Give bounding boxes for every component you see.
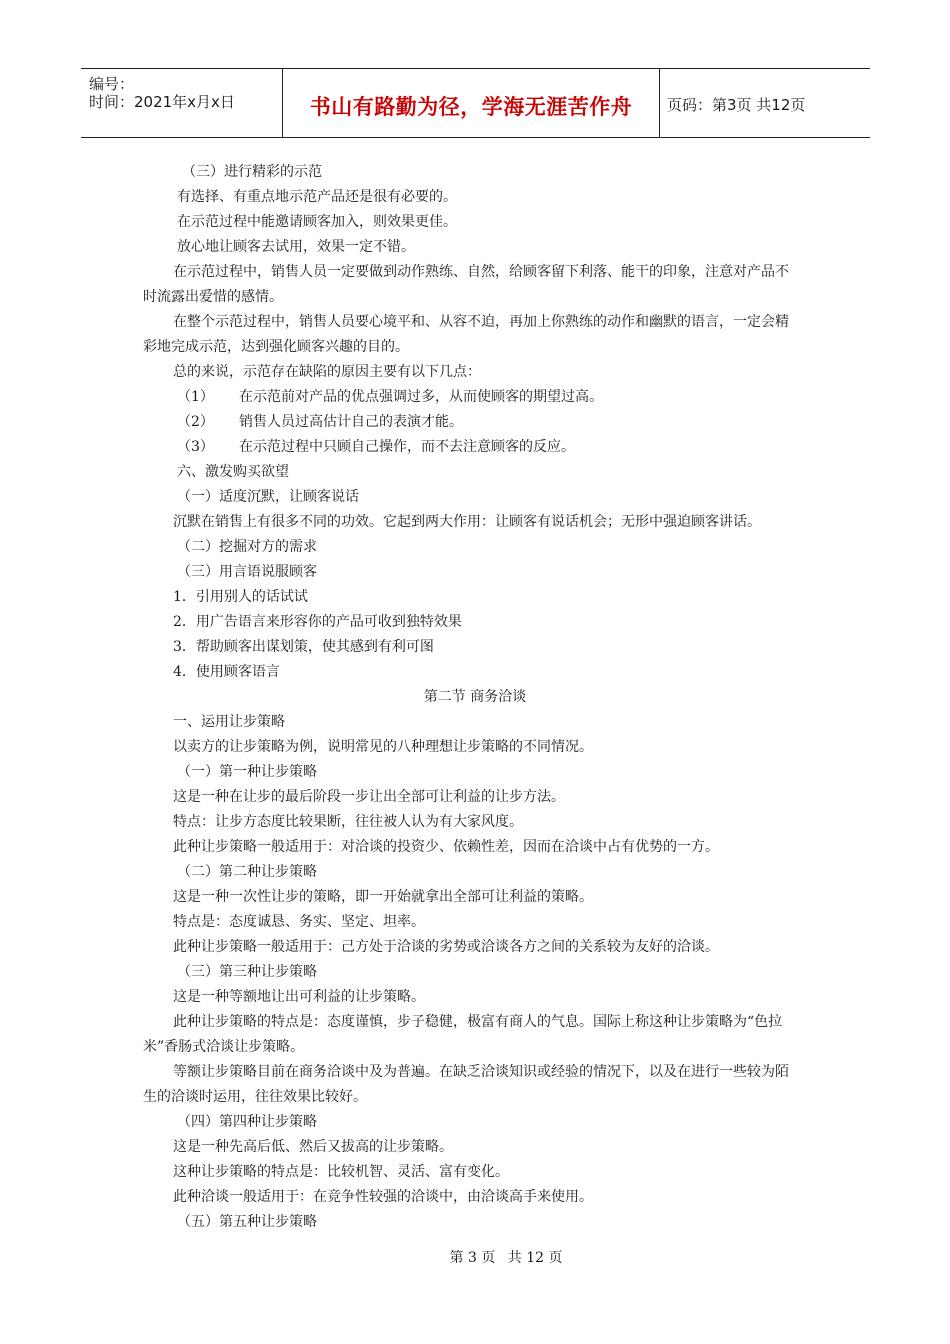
- text-line: 米”香肠式洽谈让步策略。: [143, 1039, 305, 1055]
- item-number: （2）: [177, 414, 214, 430]
- header-left-cell: [81, 69, 283, 137]
- text-line: 这是一种一次性让步的策略，即一开始就拿出全部可让利益的策略。: [173, 889, 593, 905]
- text-line: 这种让步策略的特点是：比较机智、灵活、富有变化。: [173, 1164, 509, 1180]
- footer-page: 第 3 页: [449, 1250, 496, 1266]
- page-footer: [0, 1247, 950, 1267]
- text-line: （二）挖掘对方的需求: [177, 539, 317, 555]
- text-line: 这是一种先高后低、然后又拔高的让步策略。: [173, 1139, 453, 1155]
- text-line: （四）第四种让步策略: [177, 1114, 317, 1130]
- text-line: 沉默在销售上有很多不同的功效。它起到两大作用：让顾客有说话机会；无形中强迫顾客讲话。: [173, 514, 761, 530]
- number-label: 编号：: [89, 75, 135, 93]
- text-line: 总的来说，示范存在缺陷的原因主要有以下几点：: [173, 364, 481, 380]
- text-line: 有选择、有重点地示范产品还是很有必要的。: [177, 189, 457, 205]
- text-line: 此种让步策略一般适用于：己方处于洽谈的劣势或洽谈各方之间的关系较为友好的洽谈。: [173, 939, 719, 955]
- text-line: 在整个示范过程中，销售人员要心境平和、从容不迫，再加上你熟练的动作和幽默的语言，一定会精: [173, 314, 789, 330]
- numbered-item: [177, 387, 603, 407]
- text-line: 4．使用顾客语言: [173, 664, 280, 680]
- text-line: 1．引用别人的话试试: [173, 589, 308, 605]
- text-line: 这是一种等额地让出可利益的让步策略。: [173, 989, 425, 1005]
- text-line: （三）第三种让步策略: [177, 964, 317, 980]
- footer-total: 共 12 页: [507, 1250, 563, 1266]
- text-line: 等额让步策略目前在商务洽谈中及为普遍。在缺乏洽谈知识或经验的情况下，以及在进行一些较为陌: [173, 1064, 789, 1080]
- text-line: （一）第一种让步策略: [177, 764, 317, 780]
- text-line: 此种让步策略的特点是：态度谨慎，步子稳健，极富有商人的气息。国际上称这种让步策略为“色拉: [173, 1014, 783, 1030]
- header-motto-cell: [283, 69, 660, 137]
- item-number: （1）: [177, 389, 214, 405]
- section-heading: 六、激发购买欲望: [177, 464, 289, 480]
- text-line: 这是一种在让步的最后阶段一步让出全部可让利益的让步方法。: [173, 789, 565, 805]
- text-line: 此种洽谈一般适用于：在竞争性较强的洽谈中，由洽谈高手来使用。: [173, 1189, 593, 1205]
- text-line: 3．帮助顾客出谋划策，使其感到有利可图: [173, 639, 434, 655]
- item-text: 在示范过程中只顾自己操作，而不去注意顾客的反应。: [239, 439, 575, 455]
- motto-text: 书山有路勤为径，学海无涯苦作舟: [309, 95, 633, 119]
- text-line: 生的洽谈时运用，往往效果比较好。: [143, 1089, 367, 1105]
- text-line: 以卖方的让步策略为例，说明常见的八种理想让步策略的不同情况。: [173, 739, 593, 755]
- text-line: （五）第五种让步策略: [177, 1214, 317, 1230]
- text-line: 特点：让步方态度比较果断，往往被人认为有大家风度。: [173, 814, 523, 830]
- item-number: （3）: [177, 439, 214, 455]
- text-line: 放心地让顾客去试用，效果一定不错。: [177, 239, 415, 255]
- text-line: 在示范过程中能邀请顾客加入，则效果更佳。: [177, 214, 457, 230]
- numbered-item: [177, 412, 463, 432]
- text-line: （一）适度沉默，让顾客说话: [177, 489, 359, 505]
- item-text: 在示范前对产品的优点强调过多，从而使顾客的期望过高。: [239, 389, 603, 405]
- text-line: 2．用广告语言来形容你的产品可收到独特效果: [173, 614, 462, 630]
- text-line: 在示范过程中，销售人员一定要做到动作熟练、自然，给顾客留下利落、能干的印象，注意对产品不: [173, 264, 789, 280]
- text-line: （二）第二种让步策略: [177, 864, 317, 880]
- numbered-item: [177, 437, 575, 457]
- text-line: （三）进行精彩的示范: [182, 164, 322, 180]
- text-line: 此种让步策略一般适用于：对洽谈的投资少、依赖性差，因而在洽谈中占有优势的一方。: [173, 839, 719, 855]
- time-label: 时间：2021年x月x日: [89, 93, 235, 111]
- page-info: 页码：第3页 共12页: [667, 96, 806, 114]
- text-line: 时流露出爱惜的感情。: [143, 289, 283, 305]
- section-heading: 一、运用让步策略: [173, 714, 285, 730]
- text-line: （三）用言语说服顾客: [177, 564, 317, 580]
- text-line: 特点是：态度诚恳、务实、坚定、坦率。: [173, 914, 425, 930]
- item-text: 销售人员过高估计自己的表演才能。: [239, 414, 463, 430]
- header-page-cell: [661, 69, 870, 137]
- text-line: 彩地完成示范，达到强化顾客兴趣的目的。: [143, 339, 409, 355]
- document-header: [81, 68, 870, 138]
- chapter-section-title: 第二节 商务洽谈: [423, 689, 527, 705]
